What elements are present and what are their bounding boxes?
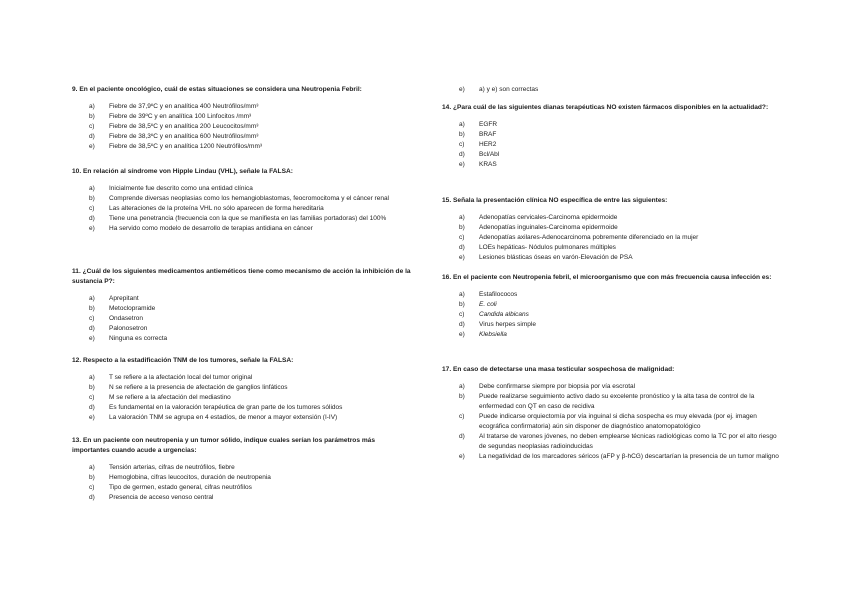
option-text: Hemoglobina, cifras leucocitos, duración de neutropenia — [109, 474, 271, 481]
option-letter: d) — [89, 494, 95, 501]
option-letter: e) — [459, 331, 465, 338]
question-title: 11. ¿Cuál de los siguientes medicamentos antieméticos tiene como mecanismo de acción la inhibición de la sustancia P?: — [72, 268, 411, 285]
option-c — [72, 204, 412, 214]
option-text: T se refiere a la afectación local del tumor original — [109, 374, 253, 381]
option-text: Al tratarse de varones jóvenes, no deben emplearse técnicas radiológicas como la TC por el alto riesgo de segundas neoplasias radioinducidas — [479, 433, 777, 450]
question-title: 9. En el paciente oncológico, cuál de estas situaciones se considera una Neutropenia Febril: — [72, 86, 362, 93]
option-e — [442, 160, 782, 170]
option-letter: a) — [459, 121, 465, 128]
question-title: 13. En un paciente con neutropenia y un tumor sólido, indique cuales serían los parámetros más importantes cuando acude a urgencias: — [72, 437, 376, 454]
option-letter: b) — [89, 195, 95, 202]
option-letter: b) — [89, 474, 95, 481]
option-c — [442, 140, 782, 150]
option-letter: c) — [89, 484, 95, 491]
option-letter: c) — [89, 315, 95, 322]
question-12 — [72, 356, 412, 423]
option-letter: c) — [89, 394, 95, 401]
question-title: 17. En caso de detectarse una masa testicular sospechosa de malignidad: — [442, 366, 675, 373]
option-text: E. coli — [479, 301, 497, 308]
option-text: Bcl/Abl — [479, 151, 500, 158]
option-text: Fiebre de 37,9ºC y en analítica 400 Neutrófilos/mm³ — [109, 103, 259, 110]
option-a — [442, 382, 782, 392]
option-text: Estafilococos — [479, 291, 518, 298]
option-letter: e) — [89, 143, 95, 150]
option-e — [442, 253, 782, 263]
option-text: Las alteraciones de la proteína VHL no sólo aparecen de forma hereditaria — [109, 205, 324, 212]
option-text: Adenopatías axilares-Adenocarcinoma pobremente diferenciado en la mujer — [479, 234, 699, 241]
option-letter: d) — [459, 433, 465, 440]
option-a — [442, 290, 782, 300]
option-text: Tiene una penetrancia (frecuencia con la que se manifiesta en las familias portadoras) del 100% — [109, 215, 387, 222]
option-letter: e) — [459, 86, 465, 93]
question-13 — [72, 436, 412, 503]
option-e — [442, 85, 782, 95]
question-title: 16. En el paciente con Neutropenia febril, el microorganismo que con más frecuencia causa infección es: — [442, 274, 772, 281]
option-d — [72, 324, 412, 334]
option-text: Comprende diversas neoplasias como los hemangioblastomas, feocromocitoma y el cáncer renal — [109, 195, 389, 202]
question-11 — [72, 267, 412, 344]
option-b — [72, 304, 412, 314]
option-e — [72, 224, 412, 234]
question-title: 14. ¿Para cuál de las siguientes dianas terapéuticas NO existen fármacos disponibles en la actualidad?: — [442, 104, 769, 111]
option-text: Ondasetron — [109, 315, 143, 322]
option-d — [72, 132, 412, 142]
option-text: Klebsiella — [479, 331, 507, 338]
option-text: Tensión arterias, cifras de neutrófilos, fiebre — [109, 464, 235, 471]
option-letter: b) — [459, 131, 465, 138]
option-a — [72, 184, 412, 194]
option-letter: d) — [459, 151, 465, 158]
question-14 — [442, 103, 782, 170]
option-e — [72, 334, 412, 344]
option-e — [72, 413, 412, 423]
option-letter: a) — [89, 185, 95, 192]
option-c — [442, 233, 782, 243]
option-text: Puede indicarse orquiectomía por vía inguinal si dicha sospecha es muy elevada (por ej. imagen ecográfica confirmatoria) aún sin disponer de diagnóstico anatomopatológico — [479, 413, 757, 430]
option-b — [442, 223, 782, 233]
option-text: LOEs hepáticas- Nódulos pulmonares múltiples — [479, 244, 616, 251]
option-text: Es fundamental en la valoración terapéutica de gran parte de los tumores sólidos — [109, 404, 343, 411]
option-text: Debe confirmarse siempre por biopsia por vía escrotal — [479, 383, 636, 390]
option-letter: c) — [89, 123, 95, 130]
option-b — [72, 383, 412, 393]
option-text: Candida albicans — [479, 311, 529, 318]
question-title: 15. Señala la presentación clínica NO específica de entre las siguientes: — [442, 197, 668, 204]
question-15 — [442, 196, 782, 263]
option-letter: a) — [459, 383, 465, 390]
option-text: KRAS — [479, 161, 497, 168]
option-letter: e) — [459, 453, 465, 460]
option-b — [442, 130, 782, 140]
question-9 — [72, 85, 412, 152]
option-text: Virus herpes simple — [479, 321, 536, 328]
option-letter: a) — [89, 374, 95, 381]
option-c — [72, 122, 412, 132]
option-letter: b) — [89, 305, 95, 312]
option-d — [442, 432, 782, 452]
option-e — [442, 452, 782, 462]
option-letter: c) — [459, 141, 465, 148]
option-d — [442, 243, 782, 253]
option-letter: d) — [459, 244, 465, 251]
option-text: EGFR — [479, 121, 498, 128]
option-c — [72, 393, 412, 403]
option-letter: a) — [89, 464, 95, 471]
option-letter: e) — [459, 254, 465, 261]
option-text: Adenopatías inguinales-Carcinoma epidermoide — [479, 224, 618, 231]
option-text: Fiebre de 38,3ºC y en analítica 600 Neutrófilos/mm³ — [109, 133, 259, 140]
option-letter: b) — [89, 113, 95, 120]
option-c — [442, 412, 782, 432]
option-text: La negatividad de los marcadores séricos (aFP y β-hCG) descartarían la presencia de un tumor maligno — [479, 453, 779, 460]
option-d — [442, 150, 782, 160]
option-d — [442, 320, 782, 330]
option-text: a) y e) son correctas — [479, 86, 539, 93]
option-b — [72, 473, 412, 483]
option-text: Adenopatías cervicales-Carcinoma epidermoide — [479, 214, 618, 221]
option-c — [442, 310, 782, 320]
question-16 — [442, 273, 782, 340]
question-10 — [72, 167, 412, 234]
option-letter: b) — [459, 393, 465, 400]
question-title: 10. En relación al síndrome von Hipple Lindau (VHL), señale la FALSA: — [72, 168, 293, 175]
option-b — [442, 392, 782, 412]
option-letter: e) — [89, 414, 95, 421]
option-text: Inicialmente fue descrito como una entidad clínica — [109, 185, 253, 192]
option-d — [72, 403, 412, 413]
option-text: Lesiones blásticas óseas en varón-Elevación de PSA — [479, 254, 633, 261]
option-letter: a) — [459, 214, 465, 221]
option-text: Ninguna es correcta — [109, 335, 168, 342]
option-letter: e) — [89, 225, 95, 232]
option-a — [442, 213, 782, 223]
option-a — [72, 102, 412, 112]
option-text: Ha servido como modelo de desarrollo de terapias antidiana en cáncer — [109, 225, 313, 232]
option-text: BRAF — [479, 131, 497, 138]
option-text: Palonosetron — [109, 325, 148, 332]
option-text: Presencia de acceso venoso central — [109, 494, 214, 501]
option-text: Puede realizarse seguimiento activo dado su excelente pronóstico y la alta tasa de control de la enfermedad con QT en caso de recidiva — [479, 393, 755, 410]
option-text: Fiebre de 38,5ºC y en analítica 200 Leucocitos/mm³ — [109, 123, 259, 130]
option-a — [72, 373, 412, 383]
option-text: Tipo de germen, estado general, cifras neutrófilos — [109, 484, 252, 491]
option-letter: d) — [89, 133, 95, 140]
option-letter: c) — [459, 234, 465, 241]
option-b — [72, 194, 412, 204]
option-letter: c) — [459, 311, 465, 318]
option-letter: a) — [89, 103, 95, 110]
option-e — [442, 330, 782, 340]
option-b — [442, 300, 782, 310]
option-a — [72, 294, 412, 304]
option-letter: d) — [89, 404, 95, 411]
question-13-continued — [442, 85, 782, 95]
option-text: Fiebre de 38,5ºC y en analítica 1200 Neutrófilos/mm³ — [109, 143, 263, 150]
option-a — [72, 463, 412, 473]
option-letter: e) — [459, 161, 465, 168]
option-text: HER2 — [479, 141, 497, 148]
option-letter: d) — [459, 321, 465, 328]
option-letter: c) — [459, 413, 465, 420]
option-letter: c) — [89, 205, 95, 212]
question-17 — [442, 365, 782, 462]
question-title: 12. Respecto a la estadificación TNM de los tumores, señale la FALSA: — [72, 357, 294, 364]
option-letter: b) — [459, 301, 465, 308]
option-letter: a) — [89, 295, 95, 302]
option-text: Fiebre de 39ºC y en analítica 100 Linfocitos /mm³ — [109, 113, 252, 120]
option-text: La valoración TNM se agrupa en 4 estadíos, de menor a mayor extensión (I-IV) — [109, 414, 338, 421]
option-letter: b) — [459, 224, 465, 231]
option-c — [72, 314, 412, 324]
option-text: Aprepitant — [109, 295, 139, 302]
option-letter: b) — [89, 384, 95, 391]
option-letter: d) — [89, 215, 95, 222]
option-text: Metoclopramide — [109, 305, 156, 312]
option-e — [72, 142, 412, 152]
option-b — [72, 112, 412, 122]
option-d — [72, 493, 412, 503]
option-letter: d) — [89, 325, 95, 332]
option-d — [72, 214, 412, 224]
option-a — [442, 120, 782, 130]
option-text: M se refiere a la afectación del mediastino — [109, 394, 231, 401]
option-text: N se refiere a la presencia de afectación de ganglios linfáticos — [109, 384, 288, 391]
option-letter: a) — [459, 291, 465, 298]
option-c — [72, 483, 412, 493]
option-letter: e) — [89, 335, 95, 342]
